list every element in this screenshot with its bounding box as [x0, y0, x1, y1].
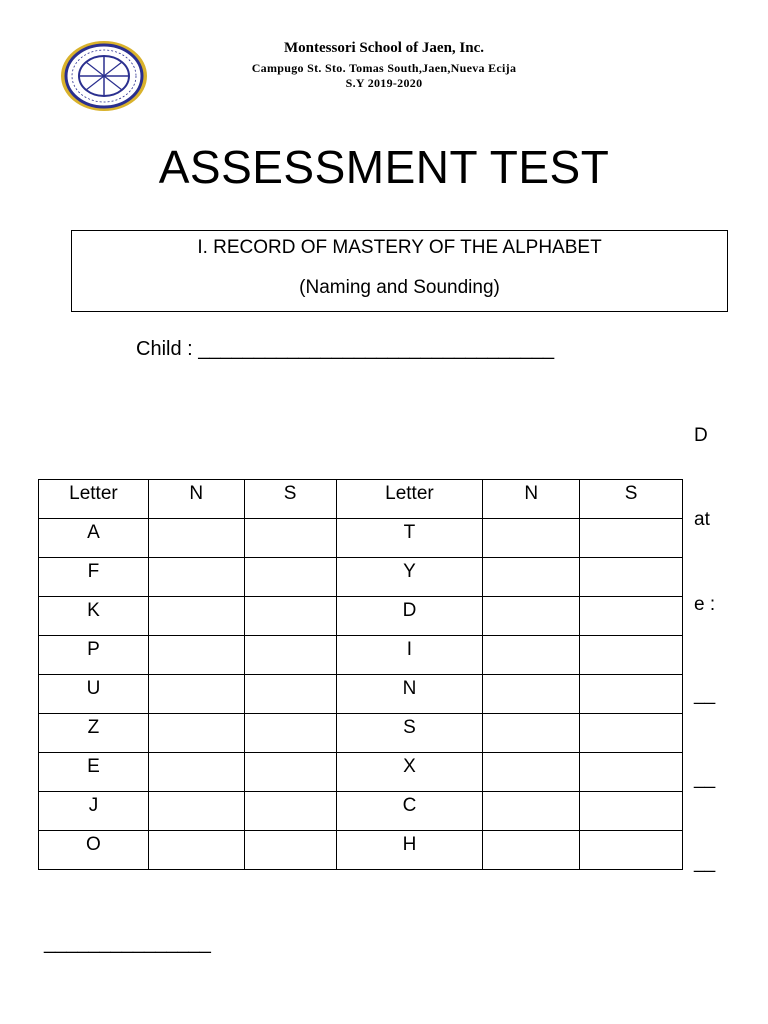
mark-cell [148, 636, 244, 675]
mark-cell [148, 558, 244, 597]
letter-cell: N [336, 675, 483, 714]
table-row [39, 558, 683, 597]
mark-cell [244, 636, 336, 675]
mark-cell [580, 714, 683, 753]
mark-cell [244, 831, 336, 870]
section-heading: I. RECORD OF MASTERY OF THE ALPHABET [197, 237, 602, 258]
section-box [71, 230, 728, 312]
mark-cell [244, 792, 336, 831]
column-header: S [580, 480, 683, 519]
child-name-field: Child : ________________________________ [136, 338, 555, 360]
mark-cell [483, 792, 580, 831]
letter-cell: I [336, 636, 483, 675]
mark-cell [244, 714, 336, 753]
school-year: S.Y 2019-2020 [345, 76, 423, 90]
mark-cell [148, 792, 244, 831]
letter-cell: F [39, 558, 149, 597]
mark-cell [483, 714, 580, 753]
mark-cell [244, 558, 336, 597]
table-header-row [39, 480, 683, 519]
mark-cell [580, 558, 683, 597]
alphabet-mastery-table [38, 479, 683, 870]
mark-cell [244, 753, 336, 792]
mark-cell [580, 831, 683, 870]
column-header: Letter [336, 480, 483, 519]
mark-cell [148, 675, 244, 714]
column-header: N [483, 480, 580, 519]
mark-cell [580, 519, 683, 558]
letter-cell: P [39, 636, 149, 675]
column-header: N [148, 480, 244, 519]
page-title: ASSESSMENT TEST [158, 141, 610, 193]
mark-cell [244, 597, 336, 636]
mark-cell [580, 753, 683, 792]
letter-cell: X [336, 753, 483, 792]
mark-cell [483, 675, 580, 714]
date-fragment: at [694, 509, 710, 530]
mark-cell [580, 636, 683, 675]
mark-cell [148, 714, 244, 753]
mark-cell [483, 519, 580, 558]
school-name: Montessori School of Jaen, Inc. [284, 40, 484, 56]
mark-cell [148, 519, 244, 558]
date-fragment: D [694, 425, 708, 446]
date-fragment: e : [694, 594, 716, 615]
mark-cell [580, 597, 683, 636]
mark-cell [483, 597, 580, 636]
letter-cell: E [39, 753, 149, 792]
table-row [39, 753, 683, 792]
letter-cell: S [336, 714, 483, 753]
date-fragment: __ [694, 768, 716, 789]
mark-cell [148, 831, 244, 870]
letter-cell: D [336, 597, 483, 636]
mark-cell [483, 636, 580, 675]
table-row [39, 636, 683, 675]
table-row [39, 597, 683, 636]
date-fragment: __ [694, 852, 716, 873]
school-logo [59, 40, 149, 112]
letter-cell: H [336, 831, 483, 870]
letter-cell: O [39, 831, 149, 870]
letter-cell: Z [39, 714, 149, 753]
letter-cell: K [39, 597, 149, 636]
letter-cell: T [336, 519, 483, 558]
table-row [39, 831, 683, 870]
letter-cell: J [39, 792, 149, 831]
column-header: Letter [39, 480, 149, 519]
letter-cell: Y [336, 558, 483, 597]
signature-line: _______________ [44, 932, 211, 954]
mark-cell [148, 753, 244, 792]
letter-cell: C [336, 792, 483, 831]
letter-cell: A [39, 519, 149, 558]
mark-cell [483, 558, 580, 597]
mark-cell [148, 597, 244, 636]
mark-cell [580, 792, 683, 831]
letter-cell: U [39, 675, 149, 714]
date-fragment: __ [694, 684, 716, 705]
section-subheading: (Naming and Sounding) [299, 277, 500, 298]
column-header: S [244, 480, 336, 519]
mark-cell [483, 753, 580, 792]
mark-cell [244, 675, 336, 714]
mark-cell [483, 831, 580, 870]
table-row [39, 675, 683, 714]
table-row [39, 792, 683, 831]
mark-cell [580, 675, 683, 714]
school-address: Campugo St. Sto. Tomas South,Jaen,Nueva Ecija [251, 61, 517, 75]
table-row [39, 714, 683, 753]
mark-cell [244, 519, 336, 558]
table-row [39, 519, 683, 558]
